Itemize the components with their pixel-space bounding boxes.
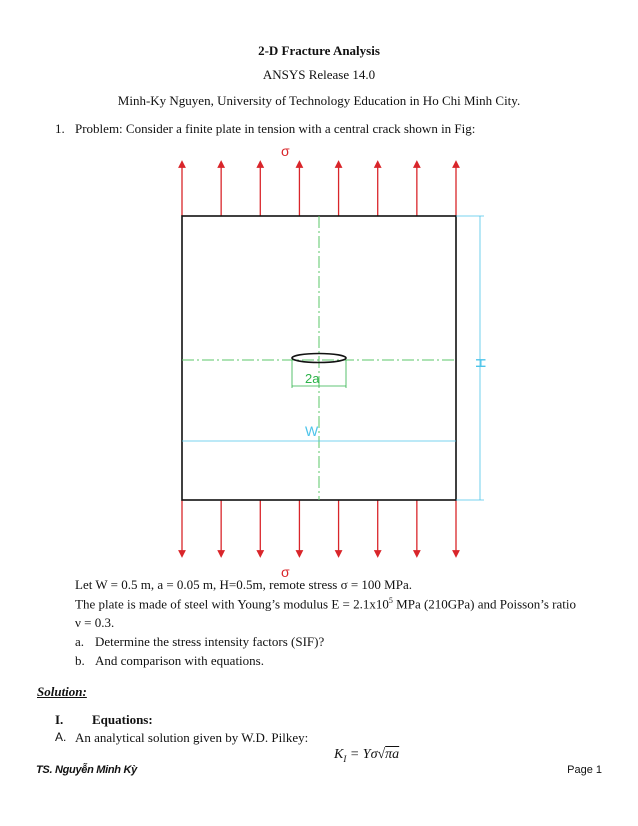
item-a-label: A. [55,730,67,744]
question-b-label: b. [75,653,85,668]
question-a-label: a. [75,634,85,649]
crack-length-label: 2a [305,371,320,386]
question-a: Determine the stress intensity factors (SIF)? [95,634,325,649]
given-line-1: Let W = 0.5 m, a = 0.05 m, H=0.5m, remote stress σ = 100 MPa. [75,577,412,592]
bottom-load-arrows [182,500,456,554]
sif-formula: $K_I = Y\sigma√\pi a$ [334,747,400,764]
author-line: Minh-Ky Nguyen, University of Technology Education in Ho Chi Minh City. [117,93,521,108]
width-label: W [305,423,319,439]
document-title: 2-D Fracture Analysis [258,43,380,58]
problem-number: 1. [55,121,65,136]
cracked-plate-figure [160,140,490,580]
page-number: Page 1 [567,764,602,776]
top-load-arrows [182,164,456,216]
given-line-2: The plate is made of steel with Young’s modulus $E = 2.1x10^5$ MPa (210GPa) and Poisson’s ratio [75,596,576,612]
given-line-3: ν = 0.3. [75,615,115,630]
software-release: ANSYS Release 14.0 [262,67,376,82]
section-title: Equations: [92,712,153,727]
solution-heading: Solution: [37,684,87,699]
footer-author: TS. Nguyễn Minh Kỳ [36,764,137,776]
section-number: I. [55,712,64,727]
problem-statement: Problem: Consider a finite plate in tension with a central crack shown in Fig: [75,121,476,136]
sigma-bottom-label: σ [281,564,290,580]
question-b: And comparison with equations. [95,653,264,668]
height-label: H [473,358,489,369]
sigma-top-label: σ [281,143,290,159]
item-a-text: An analytical solution given by W.D. Pilkey: [75,730,309,745]
